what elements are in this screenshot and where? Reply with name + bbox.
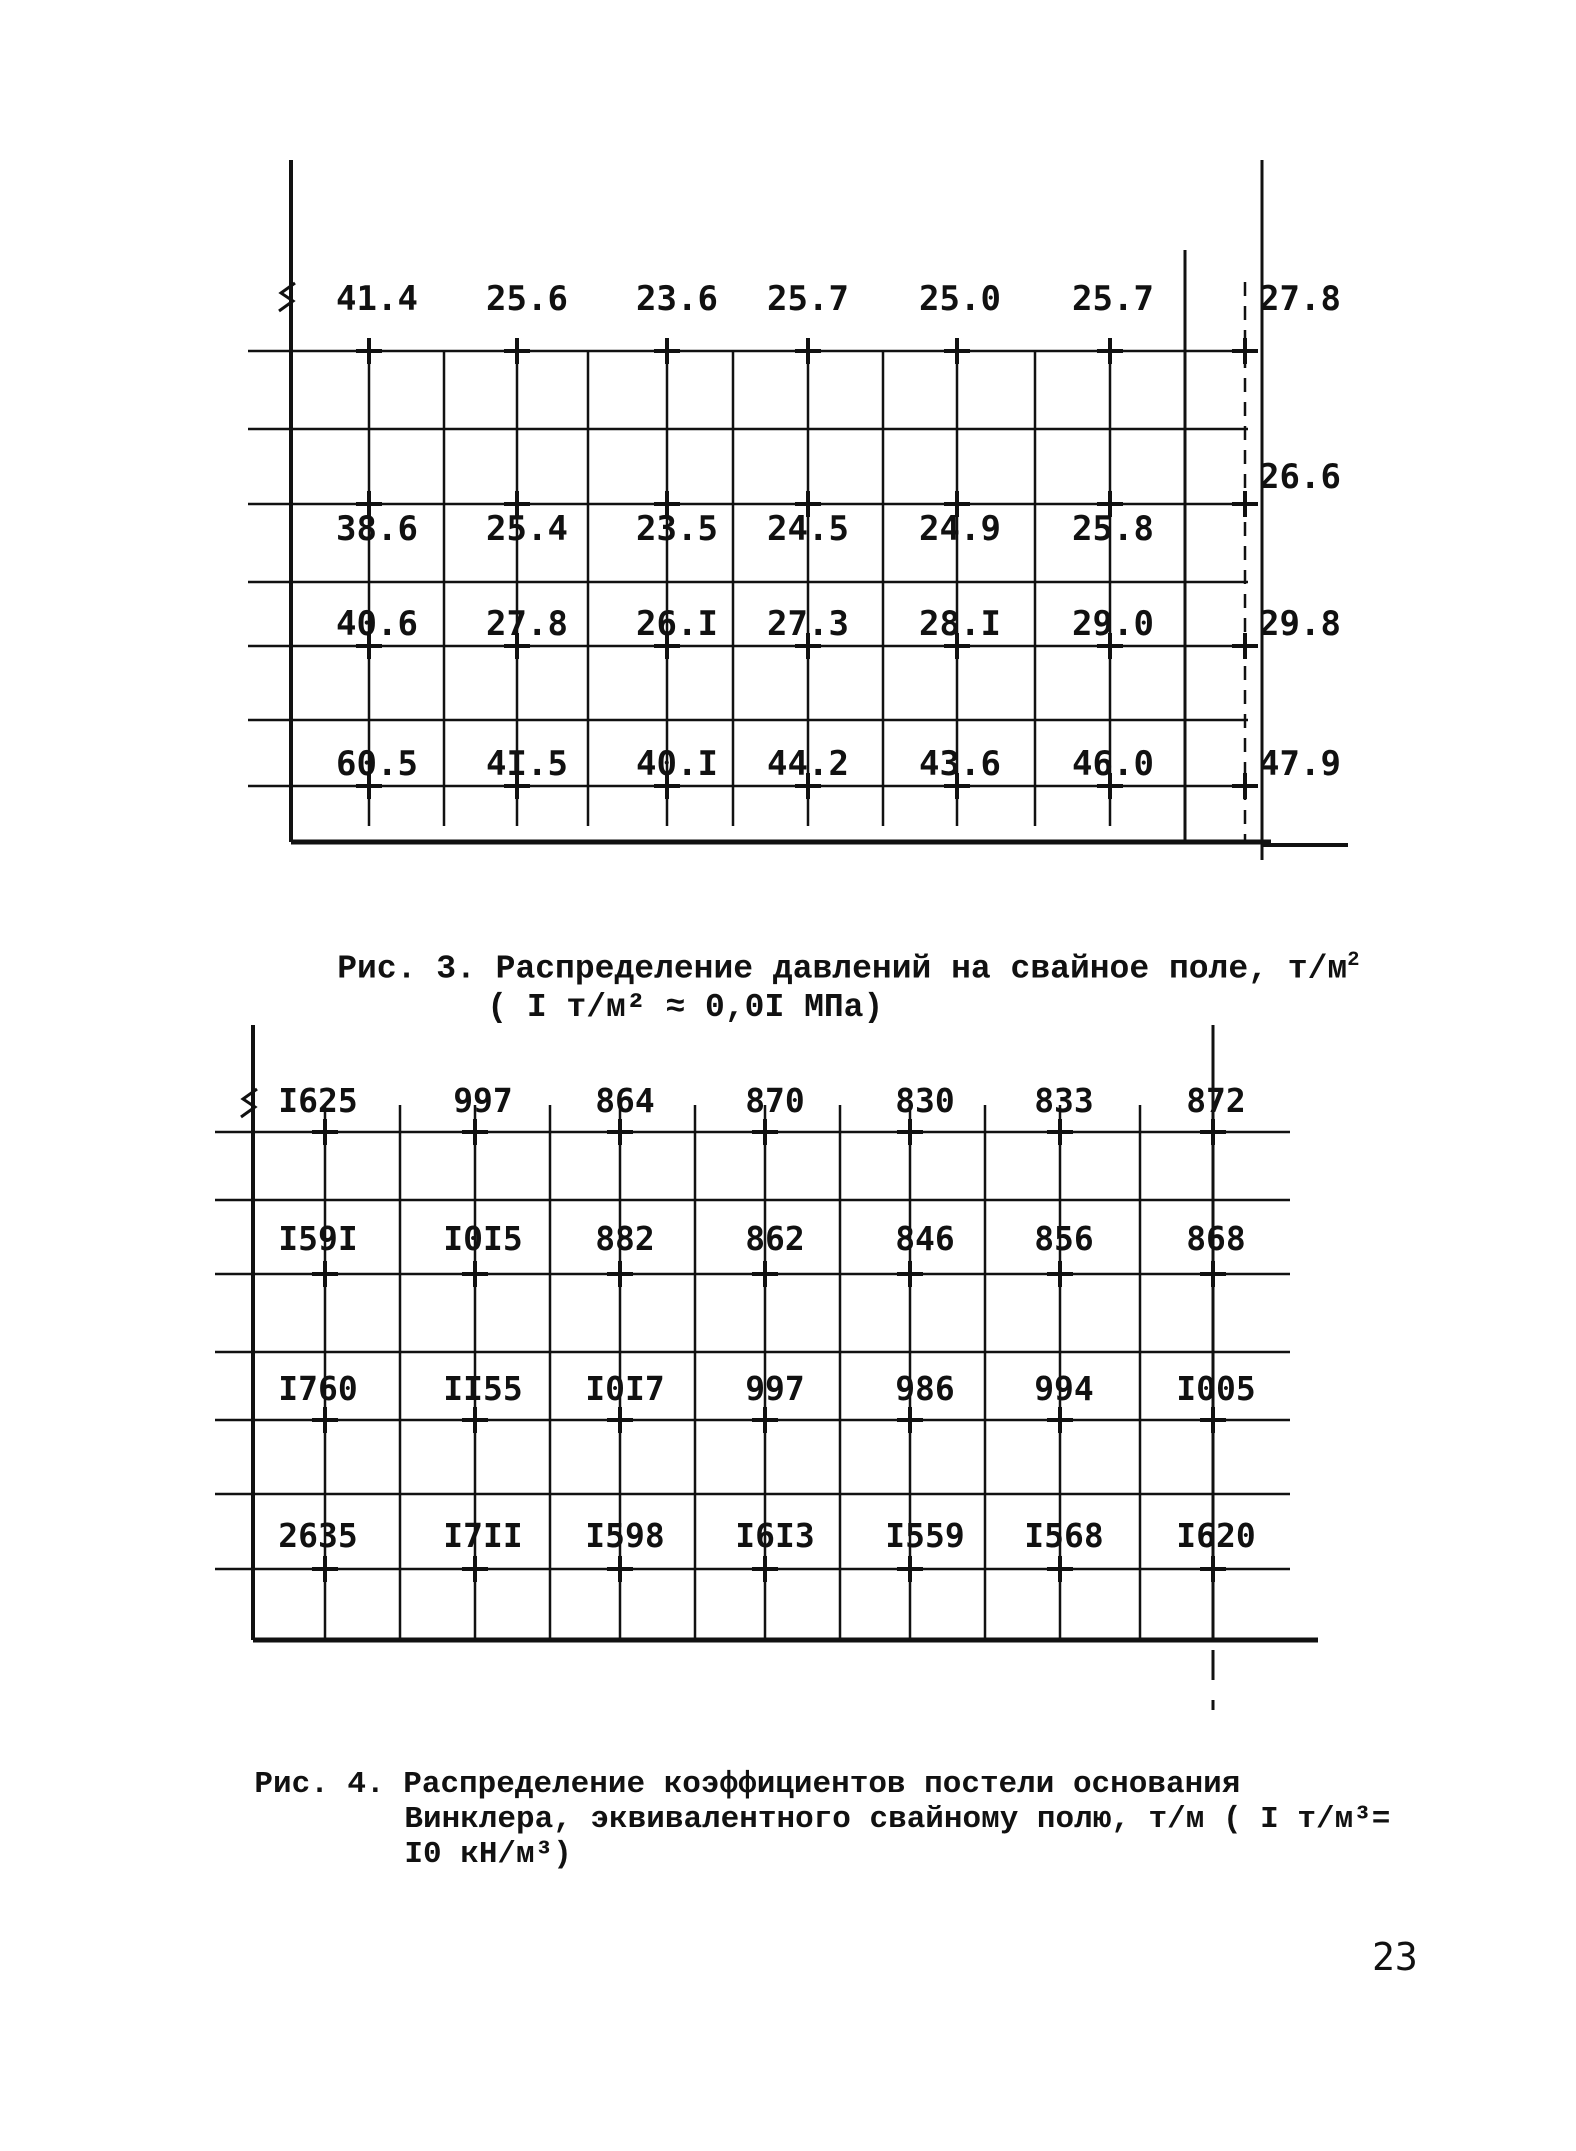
figure-4-caption-line3: I0 кН/м³) xyxy=(404,1837,572,1872)
fig3-value-r0-c1: 25.6 xyxy=(486,279,568,319)
fig4-value-r2-c1: II55 xyxy=(443,1369,523,1408)
fig4-value-r3-c4: I559 xyxy=(885,1516,965,1555)
fig4-value-r0-c2: 864 xyxy=(595,1081,655,1120)
fig3-value-r3-c4: 43.6 xyxy=(919,744,1001,784)
fig3-value-r1-c4: 24.9 xyxy=(919,509,1001,549)
figure-3-caption-line1: Рис. 3. Распределение давлений на свайное поле, т/м xyxy=(337,950,1348,988)
fig3-value-r3-c3: 44.2 xyxy=(767,744,849,784)
fig3-value-r3-c2: 40.I xyxy=(636,744,718,784)
fig3-value-r2-c3: 27.3 xyxy=(767,604,849,644)
fig4-value-r0-c1: 997 xyxy=(453,1081,513,1120)
fig4-value-r3-c2: I598 xyxy=(585,1516,665,1555)
fig3-value-r2-c2: 26.I xyxy=(636,604,718,644)
fig4-value-r2-c4: 986 xyxy=(895,1369,955,1408)
fig3-value-r1-c6: 26.6 xyxy=(1259,457,1341,497)
fig3-value-r0-c0: 41.4 xyxy=(336,279,418,319)
fig3-value-r1-c0: 38.6 xyxy=(336,509,418,549)
fig3-value-r0-c6: 27.8 xyxy=(1259,279,1341,319)
fig3-value-r2-c6: 29.8 xyxy=(1259,604,1341,644)
fig4-value-r3-c1: I7II xyxy=(443,1516,523,1555)
fig4-value-r3-c5: I568 xyxy=(1024,1516,1104,1555)
fig4-value-r3-c0: 2635 xyxy=(278,1516,358,1555)
fig4-value-r2-c5: 994 xyxy=(1034,1369,1094,1408)
fig3-value-r2-c4: 28.I xyxy=(919,604,1001,644)
fig3-value-r0-c2: 23.6 xyxy=(636,279,718,319)
fig4-value-r1-c4: 846 xyxy=(895,1219,955,1258)
fig3-value-r0-c4: 25.0 xyxy=(919,279,1001,319)
fig4-value-r1-c6: 868 xyxy=(1186,1219,1246,1258)
fig4-value-r2-c3: 997 xyxy=(745,1369,805,1408)
fig4-value-r3-c6: I620 xyxy=(1176,1516,1256,1555)
fig4-value-r3-c3: I6I3 xyxy=(735,1516,815,1555)
figure-4-caption-3 xyxy=(330,1808,572,1901)
page-number: 23 xyxy=(1372,1935,1418,1979)
figure-4-caption-line1: Рис. 4. Распределение коэффициентов постели основания xyxy=(254,1767,1241,1802)
fig4-value-r1-c1: I0I5 xyxy=(443,1219,523,1258)
fig4-value-r1-c2: 882 xyxy=(595,1219,655,1258)
fig3-value-r3-c1: 4I.5 xyxy=(486,744,568,784)
fig3-value-r1-c3: 24.5 xyxy=(767,509,849,549)
fig3-value-r2-c1: 27.8 xyxy=(486,604,568,644)
fig4-value-r0-c3: 870 xyxy=(745,1081,805,1120)
fig4-value-r0-c6: 872 xyxy=(1186,1081,1246,1120)
fig4-value-r1-c5: 856 xyxy=(1034,1219,1094,1258)
fig4-value-r2-c6: I005 xyxy=(1176,1369,1256,1408)
fig3-value-r0-c3: 25.7 xyxy=(767,279,849,319)
fig3-value-r2-c0: 40.6 xyxy=(336,604,418,644)
figure-3-caption-line2: ( I т/м² ≈ 0,0I МПа) xyxy=(487,989,884,1026)
figure-4-caption-line2: Винклера, эквивалентного свайному полю, т/м ( I т/м³= xyxy=(404,1802,1391,1837)
fig3-value-r1-c5: 25.8 xyxy=(1072,509,1154,549)
figure-3-caption-sub xyxy=(408,958,883,1057)
fig4-value-r0-c4: 830 xyxy=(895,1081,955,1120)
fig4-value-r0-c5: 833 xyxy=(1034,1081,1094,1120)
fig4-value-r2-c0: I760 xyxy=(278,1369,358,1408)
fig4-value-r1-c3: 862 xyxy=(745,1219,805,1258)
fig4-value-r1-c0: I59I xyxy=(278,1219,358,1258)
figure-3-caption-sup: 2 xyxy=(1347,949,1360,972)
fig3-value-r2-c5: 29.0 xyxy=(1072,604,1154,644)
fig3-value-r0-c5: 25.7 xyxy=(1072,279,1154,319)
fig3-value-r1-c2: 23.5 xyxy=(636,509,718,549)
fig3-value-r3-c5: 46.0 xyxy=(1072,744,1154,784)
fig4-value-r2-c2: I0I7 xyxy=(585,1369,665,1408)
fig4-value-r0-c0: I625 xyxy=(278,1081,358,1120)
fig3-value-r3-c6: 47.9 xyxy=(1259,744,1341,784)
fig3-value-r1-c1: 25.4 xyxy=(486,509,568,549)
fig3-value-r3-c0: 60.5 xyxy=(336,744,418,784)
